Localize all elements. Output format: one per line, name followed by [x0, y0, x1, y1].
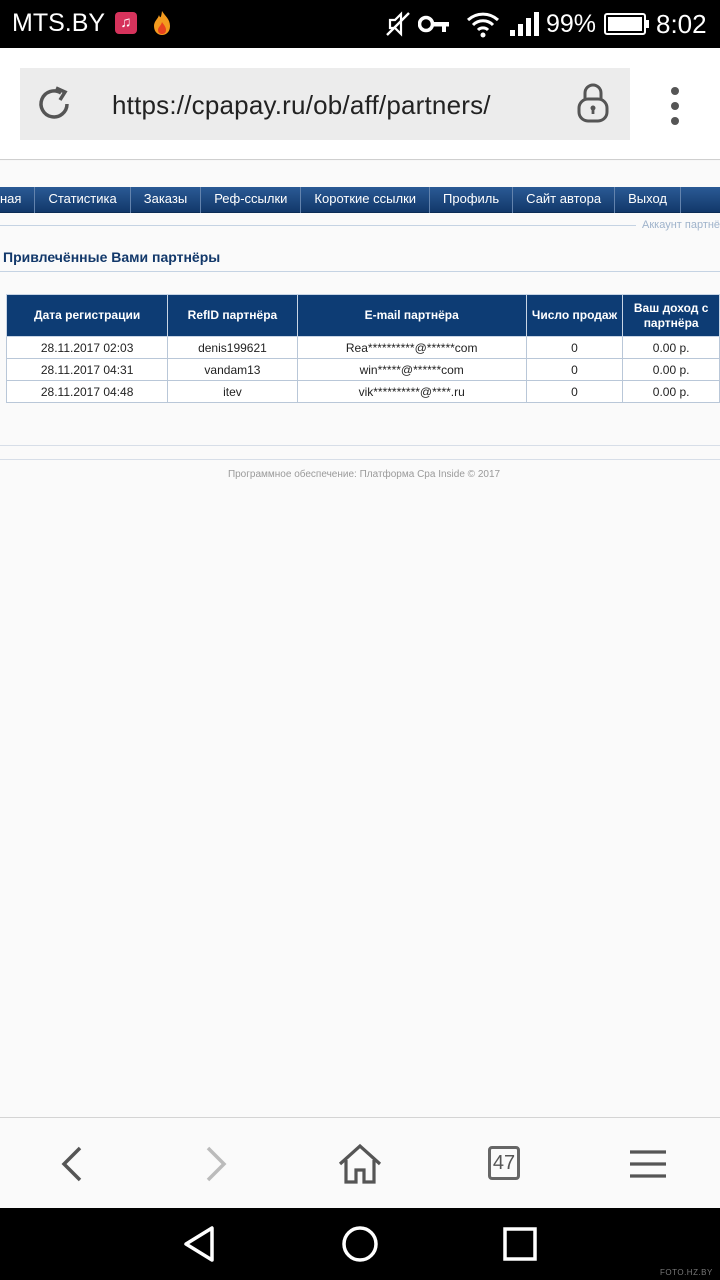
- nav-home-icon[interactable]: [340, 1224, 380, 1264]
- footer-text: Программное обеспечение: Платформа Cpa Inside © 2017: [227, 469, 501, 480]
- cell-date: 28.11.2017 04:31: [7, 359, 168, 381]
- forward-icon[interactable]: [194, 1140, 238, 1188]
- fire-icon: [152, 10, 172, 36]
- col-header-income: Ваш доход с партнёра: [623, 295, 720, 337]
- table-row: [7, 359, 720, 381]
- menu-dots-icon[interactable]: [664, 86, 686, 126]
- carrier-label: MTS.BY: [12, 9, 106, 37]
- col-header-email: E-mail партнёра: [297, 295, 526, 337]
- battery-icon: [604, 13, 650, 35]
- cell-email: win*****@******com: [297, 359, 526, 381]
- divider: [0, 271, 720, 272]
- tabs-icon[interactable]: 47: [488, 1146, 520, 1180]
- battery-percent: 99%: [546, 10, 597, 38]
- cell-refid: denis199621: [168, 337, 297, 359]
- mute-icon: [384, 10, 412, 38]
- nav-item-author-site[interactable]: Сайт автора: [513, 187, 615, 213]
- hamburger-icon[interactable]: [626, 1140, 670, 1188]
- nav-item-main[interactable]: ная: [0, 187, 35, 213]
- cell-email: Rea**********@******com: [297, 337, 526, 359]
- table-header-row: [7, 295, 720, 337]
- cell-income: 0.00 р.: [623, 381, 720, 403]
- col-header-refid: RefID партнёра: [168, 295, 297, 337]
- web-page: [0, 161, 720, 1117]
- clock: 8:02: [656, 9, 707, 39]
- cell-sales: 0: [526, 359, 623, 381]
- cell-sales: 0: [526, 381, 623, 403]
- status-bar: [0, 0, 720, 48]
- reload-icon[interactable]: [34, 84, 74, 124]
- nav-item-statistics[interactable]: Статистика: [35, 187, 130, 213]
- system-nav-bar: [0, 1208, 720, 1280]
- nav-item-ref-links[interactable]: Реф-ссылки: [201, 187, 301, 213]
- page-title: Привлечённые Вами партнёры: [3, 249, 221, 265]
- music-icon: ♫: [115, 12, 137, 34]
- col-header-date: Дата регистрации: [7, 295, 168, 337]
- cell-email: vik**********@****.ru: [297, 381, 526, 403]
- lock-icon[interactable]: [576, 82, 610, 124]
- table-row: [7, 381, 720, 403]
- watermark: FOTO.HZ.BY: [660, 1268, 713, 1277]
- account-label: Аккаунт партнё: [636, 219, 720, 231]
- top-nav: [0, 187, 720, 213]
- table-row: [7, 337, 720, 359]
- cell-income: 0.00 р.: [623, 337, 720, 359]
- browser-bottom-bar: [0, 1117, 720, 1208]
- back-icon[interactable]: [50, 1140, 94, 1188]
- divider: [0, 225, 720, 226]
- cell-refid: vandam13: [168, 359, 297, 381]
- cell-income: 0.00 р.: [623, 359, 720, 381]
- divider: [0, 459, 720, 460]
- nav-back-icon[interactable]: [180, 1224, 220, 1264]
- home-icon[interactable]: [338, 1140, 382, 1188]
- key-icon: [418, 12, 450, 36]
- browser-toolbar: [0, 48, 720, 160]
- cell-sales: 0: [526, 337, 623, 359]
- nav-recents-icon[interactable]: [500, 1224, 540, 1264]
- partners-table: [6, 294, 720, 403]
- nav-item-orders[interactable]: Заказы: [131, 187, 201, 213]
- url-text[interactable]: https://cpapay.ru/ob/aff/partners/: [112, 90, 491, 120]
- signal-icon: [508, 10, 542, 38]
- divider: [0, 445, 720, 446]
- cell-date: 28.11.2017 04:48: [7, 381, 168, 403]
- wifi-icon: [466, 10, 500, 38]
- address-bar[interactable]: [20, 68, 630, 140]
- nav-item-logout[interactable]: Выход: [615, 187, 681, 213]
- cell-date: 28.11.2017 02:03: [7, 337, 168, 359]
- nav-item-profile[interactable]: Профиль: [430, 187, 513, 213]
- col-header-sales: Число продаж: [526, 295, 623, 337]
- nav-item-short-links[interactable]: Короткие ссылки: [301, 187, 430, 213]
- cell-refid: itev: [168, 381, 297, 403]
